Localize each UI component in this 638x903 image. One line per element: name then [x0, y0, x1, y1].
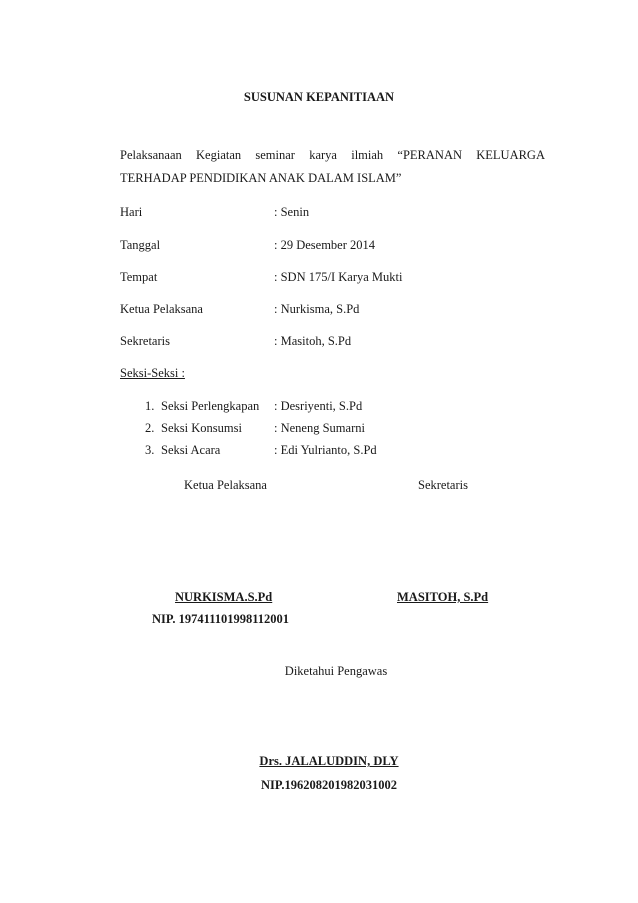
detail-label-sekretaris: Sekretaris — [120, 334, 170, 348]
seksi-item-label: Seksi Perlengkapan — [161, 399, 260, 413]
detail-value-tempat: : SDN 175/I Karya Mukti — [274, 270, 403, 284]
seksi-item-value: : Neneng Sumarni — [274, 421, 365, 435]
sekretaris-signature-label: Sekretaris — [418, 478, 468, 492]
pengawas-name: Drs. JALALUDDIN, DLY — [259, 754, 399, 768]
sekretaris-name: MASITOH, S.Pd — [397, 590, 489, 604]
seksi-item-value: : Desriyenti, S.Pd — [274, 399, 363, 413]
seksi-item-value: : Edi Yulrianto, S.Pd — [274, 443, 377, 457]
seksi-item-label: Seksi Konsumsi — [161, 421, 242, 435]
intro-line-2: TERHADAP PENDIDIKAN ANAK DALAM ISLAM” — [120, 171, 402, 185]
ketua-signature-label: Ketua Pelaksana — [184, 478, 267, 492]
detail-label-tanggal: Tanggal — [120, 238, 161, 252]
detail-label-tempat: Tempat — [120, 270, 158, 284]
seksi-heading: Seksi-Seksi : — [120, 366, 185, 380]
seksi-item-number: 1. — [145, 399, 155, 413]
pengawas-nip: NIP.196208201982031002 — [260, 778, 397, 792]
seksi-item-number: 3. — [145, 443, 155, 457]
detail-label-ketua: Ketua Pelaksana — [120, 302, 203, 316]
intro-line-1: Pelaksanaan Kegiatan seminar karya ilmiah “PERANAN KELUARGA — [120, 148, 545, 162]
ketua-name: NURKISMA.S.Pd — [175, 590, 273, 604]
detail-value-tanggal: : 29 Desember 2014 — [274, 238, 376, 252]
detail-label-hari: Hari — [120, 205, 143, 219]
detail-value-ketua: : Nurkisma, S.Pd — [274, 302, 360, 316]
seksi-item-number: 2. — [145, 421, 155, 435]
diketahui-label: Diketahui Pengawas — [284, 664, 388, 678]
detail-value-sekretaris: : Masitoh, S.Pd — [274, 334, 352, 348]
detail-value-hari: : Senin — [274, 205, 310, 219]
document-title: SUSUNAN KEPANITIAAN — [243, 90, 395, 104]
seksi-item-label: Seksi Acara — [161, 443, 221, 457]
ketua-nip: NIP. 197411101998112001 — [152, 612, 290, 626]
